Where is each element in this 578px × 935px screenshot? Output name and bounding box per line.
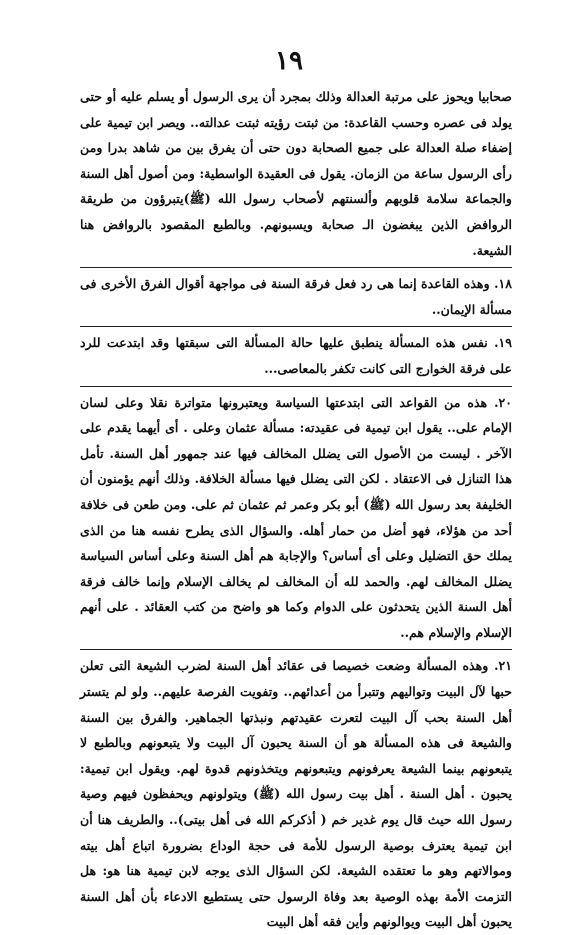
paragraph-17-continuation: صحابيا ويحوز على مرتبة العدالة وذلك بمجرد أن يرى الرسول أو يسلم عليه أو حتى يولد فى عصره وحسب القاعدة: من ثبتت رؤيته ثبتت عدالته.. ويصر ابن تيمية على إضفاء صلة العدالة على جميع الصحابة دون حتى أن يفرق بين من شاهد بدرا ومن رأى الرسول ساعة من الزمان. يقول فى العقيدة الواسطية: ومن أصول أهل السنة والجماعة سلامة قلوبهم وألسنتهم لأصحاب رسول الله (ﷺ)يتبرؤون من طريقة الروافض الذين يبغضون الـ صحابة ويسبونهم. وبالطبع المقصود بالروافض هنا الشيعة. — [80, 89, 512, 258]
paragraph-18: ١٨. وهذه القاعدة إنما هى رد فعل فرقة السنة فى مواجهة أقوال الفرق الأخرى فى مسألة الإيمان.. — [80, 267, 512, 322]
page-body — [80, 84, 512, 935]
paragraph-20: ٢٠. هذه من القواعد التى ابتدعتها السياسة ويعتبرونها متواترة نقلا وعلى لسان الإمام على.. يقول ابن تيمية فى عقيدته: مسألة عثمان وعلى . أى أيهما يقدم على الآخر . ليست من الأصول التى يضلل المخالف فيها عند جمهور أهل السنة. تأمل هذا التنازل فى الاعتقاد . لكن التى يضلل فيها مسألة الخلافة. وذلك أنهم يؤمنون أن الخليفة بعد رسول الله (ﷺ) أبو بكر وعمر ثم عثمان ثم على. ومن طعن فى خلافة أحد من هؤلاء، فهو أضل من حمار أهله. والسؤال الذى يطرح نفسه هنا من الذى يملك حق التضليل وعلى أى أساس؟ والإجابة هم أهل السنة وعلى أساس السياسة يضلل المخالف لهم. والحمد لله أن المخالف لم يخالف الإسلام وإنما خالف فرقة أهل السنة الذين يتحدثون على الدوام وكما هو واضح من كتب العقائد . على أنهم الإسلام والإسلام هم.. — [80, 386, 512, 646]
paragraph-19: ١٩. نفس هذه المسألة ينطبق عليها حالة المسألة التى سبقتها وقد ابتدعت للرد على فرقة الخوارج التى كانت تكفر بالمعاصى... — [80, 326, 512, 381]
page-number: ١٩ — [275, 46, 303, 76]
paragraph-21: ٢١. وهذه المسألة وضعت خصيصا فى عقائد أهل السنة لضرب الشيعة التى تعلن حبها لآل البيت وتواليهم وتتبرأ من أعدائهم.. وتفويت الفرصة عليهم.. ولو لم يتستر أهل السنة بحب آل البيت لتعرت عقيدتهم ونبذتها الجماهير. والفرق بين السنة والشيعة فى هذه المسألة هو أن السنة يحبون آل البيت ولا يتبعونهم وبالطبع لا يتبعونهم بينما الشيعة يعرفونهم ويتبعونهم ويتخذونهم قدوة لهم. ويقول ابن تيمية: يحبون . أهل السنة . أهل بيت رسول الله (ﷺ) ويتولونهم ويحفظون فيهم وصية رسول الله حيث قال يوم غدير خم ( أذكركم الله فى أهل بيتى).. والطريف هنا أن ابن تيمية يعترف بوصية الرسول للأمة فى حجة الوداع بضرورة اتباع أهل بيته وموالاتهم وهو ما تعتقده الشيعة. لكن السؤال الذى يوجه لابن تيمية هنا هو: هل التزمت الأمة بهذه الوصية بعد وفاة الرسول حتى يستطيع الادعاء بأن أهل السنة يحبون أهل البيت ويوالونهم وأين فقه أهل البيت — [80, 649, 512, 935]
